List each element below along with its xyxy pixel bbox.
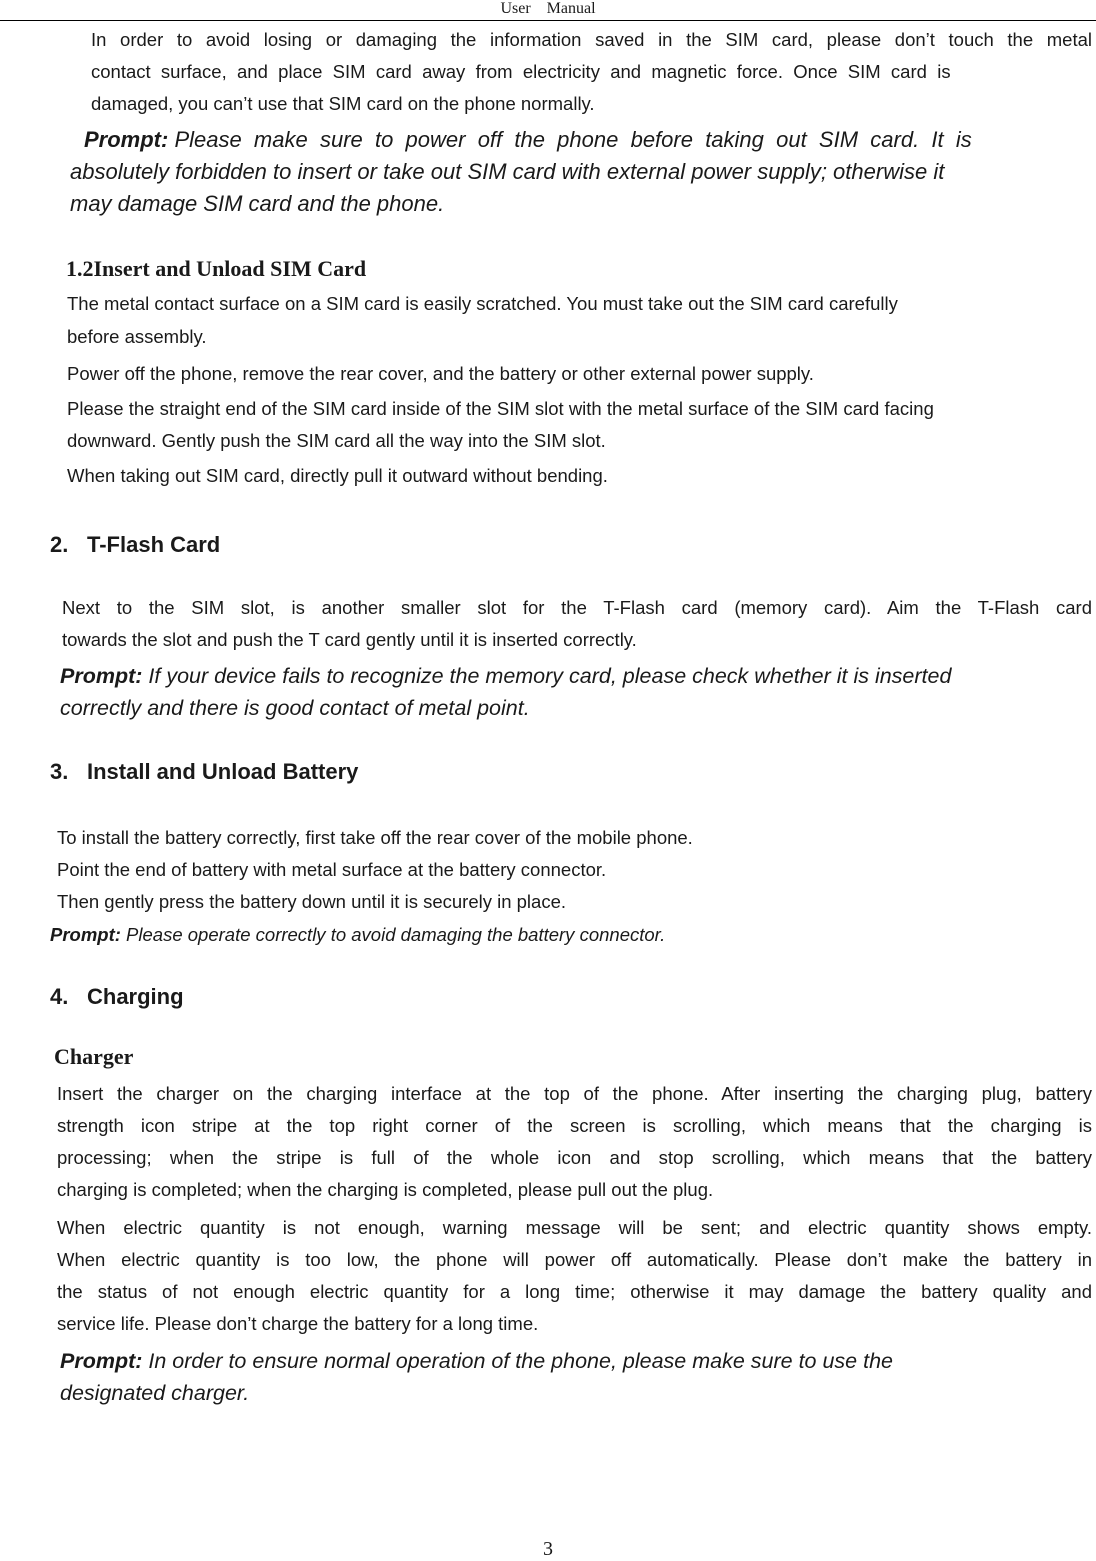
charging-line: processing; when the stripe is full of the whole icon and stop scrolling, which means that the battery bbox=[57, 1147, 1092, 1168]
tflash-prompt-line-1 bbox=[60, 660, 1095, 692]
section-2-heading: T-Flash Card bbox=[87, 532, 221, 557]
intro-line-2: contact surface, and place SIM card away from electricity and magnetic force. Once SIM card is bbox=[91, 61, 951, 82]
charging-line: Insert the charger on the charging interface at the top of the phone. After inserting the charging plug, battery bbox=[57, 1083, 1092, 1104]
prompt-label: Prompt: bbox=[60, 1349, 143, 1373]
intro-line-3: damaged, you can’t use that SIM card on the phone normally. bbox=[91, 93, 595, 114]
section-2-line-1: Next to the SIM slot, is another smaller slot for the T-Flash card (memory card). Aim the T-Flash card bbox=[62, 597, 1092, 618]
section-3-line: Point the end of battery with metal surface at the battery connector. bbox=[57, 859, 607, 880]
page-header: User Manual bbox=[500, 0, 596, 17]
section-3-number: 3. bbox=[50, 759, 69, 784]
section-1-2-line: before assembly. bbox=[67, 326, 207, 347]
section-3-heading: Install and Unload Battery bbox=[87, 759, 359, 784]
section-3-line: To install the battery correctly, first take off the rear cover of the mobile phone. bbox=[57, 827, 693, 848]
charging-line: charging is completed; when the charging is completed, please pull out the plug. bbox=[57, 1179, 714, 1200]
charging-paragraph-1 bbox=[57, 1078, 1092, 1206]
charging-paragraph-2 bbox=[57, 1212, 1092, 1340]
section-4-number: 4. bbox=[50, 984, 69, 1009]
prompt-label: Prompt: bbox=[60, 664, 143, 688]
section-2-body bbox=[62, 592, 1092, 656]
section-1-2-line: When taking out SIM card, directly pull it outward without bending. bbox=[67, 465, 608, 486]
sim-prompt-text-1: Please make sure to power off the phone before taking out SIM card. It is bbox=[168, 127, 972, 152]
prompt-label: Prompt: bbox=[50, 924, 121, 945]
battery-prompt bbox=[50, 921, 665, 949]
sim-prompt-line-2: absolutely forbidden to insert or take out SIM card with external power supply; otherwise it bbox=[70, 159, 945, 184]
sim-prompt bbox=[70, 124, 1092, 220]
charging-line: strength icon stripe at the top right corner of the screen is scrolling, which means that the charging is bbox=[57, 1115, 1092, 1136]
sim-prompt-line-3: may damage SIM card and the phone. bbox=[70, 191, 445, 216]
section-1-2-line: Please the straight end of the SIM card inside of the SIM slot with the metal surface of the SIM card facing bbox=[67, 398, 934, 419]
section-1-2-line: The metal contact surface on a SIM card is easily scratched. You must take out the SIM card carefully bbox=[67, 293, 898, 314]
section-1-2-line: downward. Gently push the SIM card all the way into the SIM slot. bbox=[67, 430, 606, 451]
charging-line: When electric quantity is too low, the phone will power off automatically. Please don’t make the battery in bbox=[57, 1249, 1092, 1270]
section-1-2-body bbox=[67, 288, 1092, 492]
tflash-prompt-line-2: correctly and there is good contact of metal point. bbox=[60, 696, 530, 720]
tflash-prompt-text-1: If your device fails to recognize the memory card, please check whether it is inserted bbox=[142, 664, 952, 688]
charger-prompt-line-1 bbox=[60, 1345, 1095, 1377]
prompt-label: Prompt: bbox=[84, 127, 169, 152]
charger-subtitle: Charger bbox=[54, 1044, 134, 1069]
charger-prompt-line-2: designated charger. bbox=[60, 1381, 250, 1405]
sim-prompt-line-1 bbox=[70, 124, 1092, 156]
intro-line-1: In order to avoid losing or damaging the information saved in the SIM card, please don’t touch the metal bbox=[91, 29, 1092, 50]
section-3-title bbox=[50, 759, 358, 785]
header-divider bbox=[0, 20, 1096, 21]
charger-prompt-text-1: In order to ensure normal operation of the phone, please make sure to use the bbox=[142, 1349, 894, 1373]
section-3-line: Then gently press the battery down until it is securely in place. bbox=[57, 891, 567, 912]
tflash-prompt bbox=[60, 660, 1095, 724]
charging-line: When electric quantity is not enough, warning message will be sent; and electric quantity shows empty. bbox=[57, 1217, 1092, 1238]
charging-line: the status of not enough electric quantity for a long time; otherwise it may damage the battery quality and bbox=[57, 1281, 1092, 1302]
section-2-title bbox=[50, 532, 220, 558]
section-2-number: 2. bbox=[50, 532, 69, 557]
battery-prompt-text: Please operate correctly to avoid damaging the battery connector. bbox=[120, 924, 666, 945]
section-1-2-line: Power off the phone, remove the rear cover, and the battery or other external power supply. bbox=[67, 363, 814, 384]
page-number: 3 bbox=[543, 1538, 553, 1560]
section-3-body bbox=[57, 822, 1087, 918]
charger-prompt bbox=[60, 1345, 1095, 1409]
section-4-heading: Charging bbox=[87, 984, 184, 1009]
section-4-title bbox=[50, 984, 184, 1010]
section-2-line-2: towards the slot and push the T card gently until it is inserted correctly. bbox=[62, 629, 637, 650]
section-1-2-title: 1.2Insert and Unload SIM Card bbox=[66, 256, 367, 281]
charging-line: service life. Please don’t charge the battery for a long time. bbox=[57, 1313, 539, 1334]
intro-paragraph bbox=[91, 24, 1092, 120]
